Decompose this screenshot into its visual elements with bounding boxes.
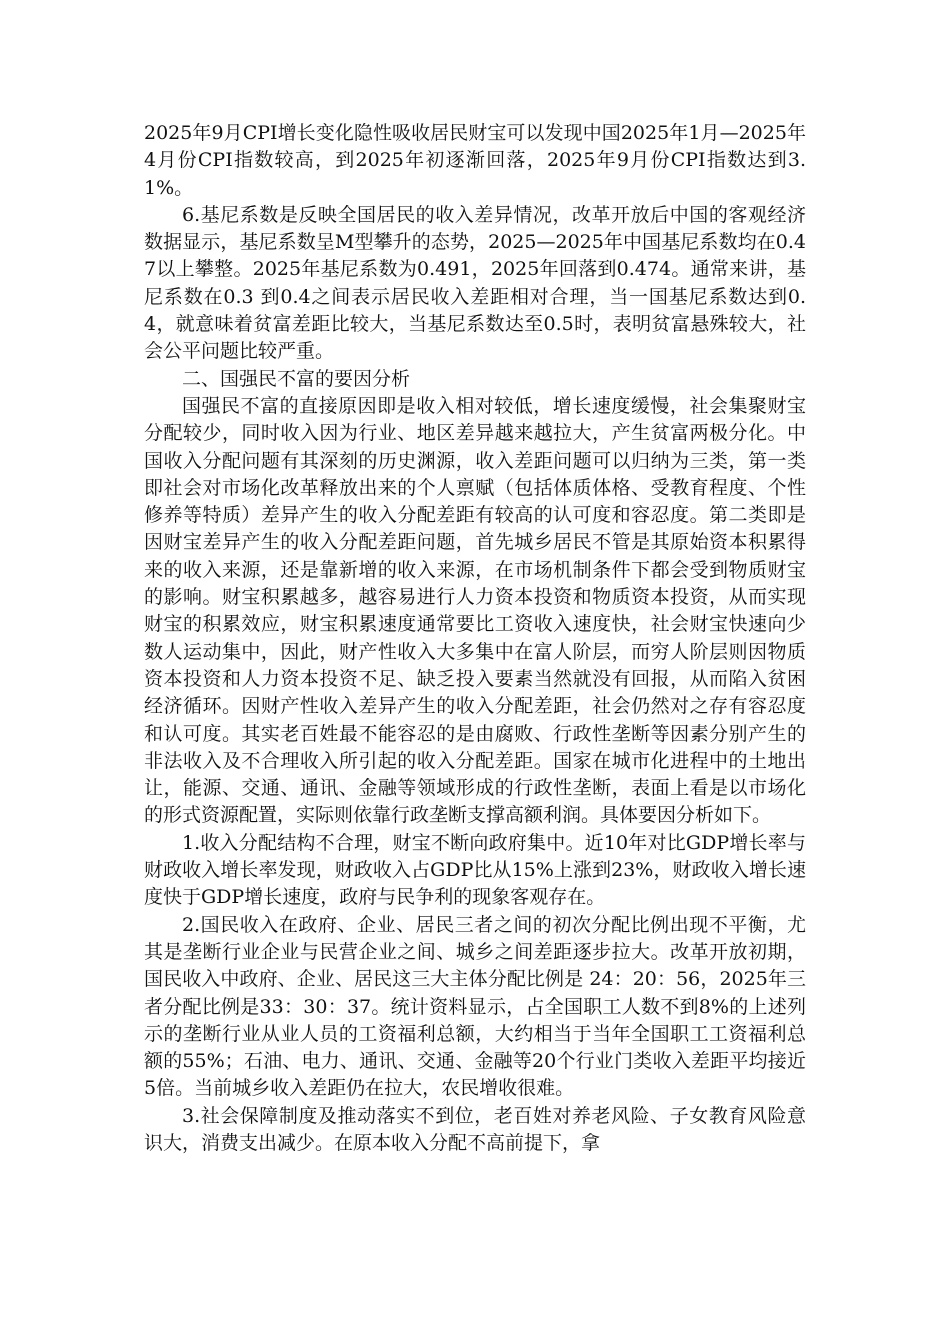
document-body bbox=[144, 120, 806, 1157]
section-heading-cause-analysis: 二、国强民不富的要因分析 bbox=[182, 367, 411, 390]
paragraph-distribution-structure: 1.收入分配结构不合理，财宝不断向政府集中。近10年对比GDP增长率与财政收入增长率发现，财政收入占GDP比从15%上涨到23%，财政收入增长速度快于GDP增长速度，政府与民争利的现象客观存在。 bbox=[144, 831, 806, 909]
paragraph-direct-causes: 国强民不富的直接原因即是收入相对较低，增长速度缓慢，社会集聚财宝分配较少，同时收入因为行业、地区差异越来越拉大，产生贫富两极分化。中国收入分配问题有其深刻的历史渊源，收入差距问题可以归纳为三类，第一类即社会对市场化改革释放出来的个人禀赋（包括体质体格、受教育程度、个性修养等特质）差异产生的收入分配差距有较高的认可度和容忍度。第二类即是因财宝差异产生的收入分配差距问题，首先城乡居民不管是其原始资本积累得来的收入来源，还是靠新增的收入来源，在市场机制条件下都会受到物质财宝的影响。财宝积累越多，越容易进行人力资本投资和物质资本投资，从而实现财宝的积累效应，财宝积累速度通常要比工资收入速度快，社会财宝快速向少数人运动集中，因此，财产性收入大多集中在富人阶层，而穷人阶层则因物质资本投资和人力资本投资不足、缺乏投入要素当然就没有回报，从而陷入贫困经济循环。因财产性收入差异产生的收入分配差距，社会仍然对之存有容忍度和认可度。其实老百姓最不能容忍的是由腐败、行政性垄断等因素分别产生的非法收入及不合理收入所引起的收入分配差距。国家在城市化进程中的土地出让，能源、交通、通讯、金融等领域形成的行政性垄断，表面上看是以市场化的形式资源配置，实际则依靠行政垄断支撑高额利润。具体要因分析如下。 bbox=[144, 394, 806, 827]
paragraph-cpi-continuation: 2025年9月CPI增长变化隐性吸收居民财宝可以发现中国2025年1月—2025年4月份CPI指数较高，到2025年初逐渐回落，2025年9月份CPI指数达到3.1%。 bbox=[144, 122, 806, 199]
paragraph-social-security: 3.社会保障制度及推动落实不到位，老百姓对养老风险、子女教育风险意识大，消费支出减少。在原本收入分配不高前提下，拿 bbox=[144, 1104, 806, 1154]
paragraph-gini-coefficient: 6.基尼系数是反映全国居民的收入差异情况，改革开放后中国的客观经济数据显示，基尼系数呈M型攀升的态势，2025—2025年中国基尼系数均在0.47以上攀整。2025年基尼系数为0.491，2025年回落到0.474。通常来讲，基尼系数在0.3 到0.4之间表示居民收入差距相对合理，当一国基尼系数达到0.4，就意味着贫富差距比较大，当基尼系数达至0.5时，表明贫富悬殊较大，社会公平问题比较严重。 bbox=[144, 203, 806, 363]
paragraph-initial-distribution: 2.国民收入在政府、企业、居民三者之间的初次分配比例出现不平衡，尤其是垄断行业企业与民营企业之间、城乡之间差距逐步拉大。改革开放初期，国民收入中政府、企业、居民这三大主体分配比例是 24：20：56，2025年三者分配比例是33：30：37。统计资料显示，占全国职工人数不到8%的上述列示的垄断行业从业人员的工资福利总额，大约相当于当年全国职工工资福利总额的55%；石油、电力、通讯、交通、金融等20个行业门类收入差距平均接近5倍。当前城乡收入差距仍在拉大，农民增收很难。 bbox=[144, 913, 806, 1100]
